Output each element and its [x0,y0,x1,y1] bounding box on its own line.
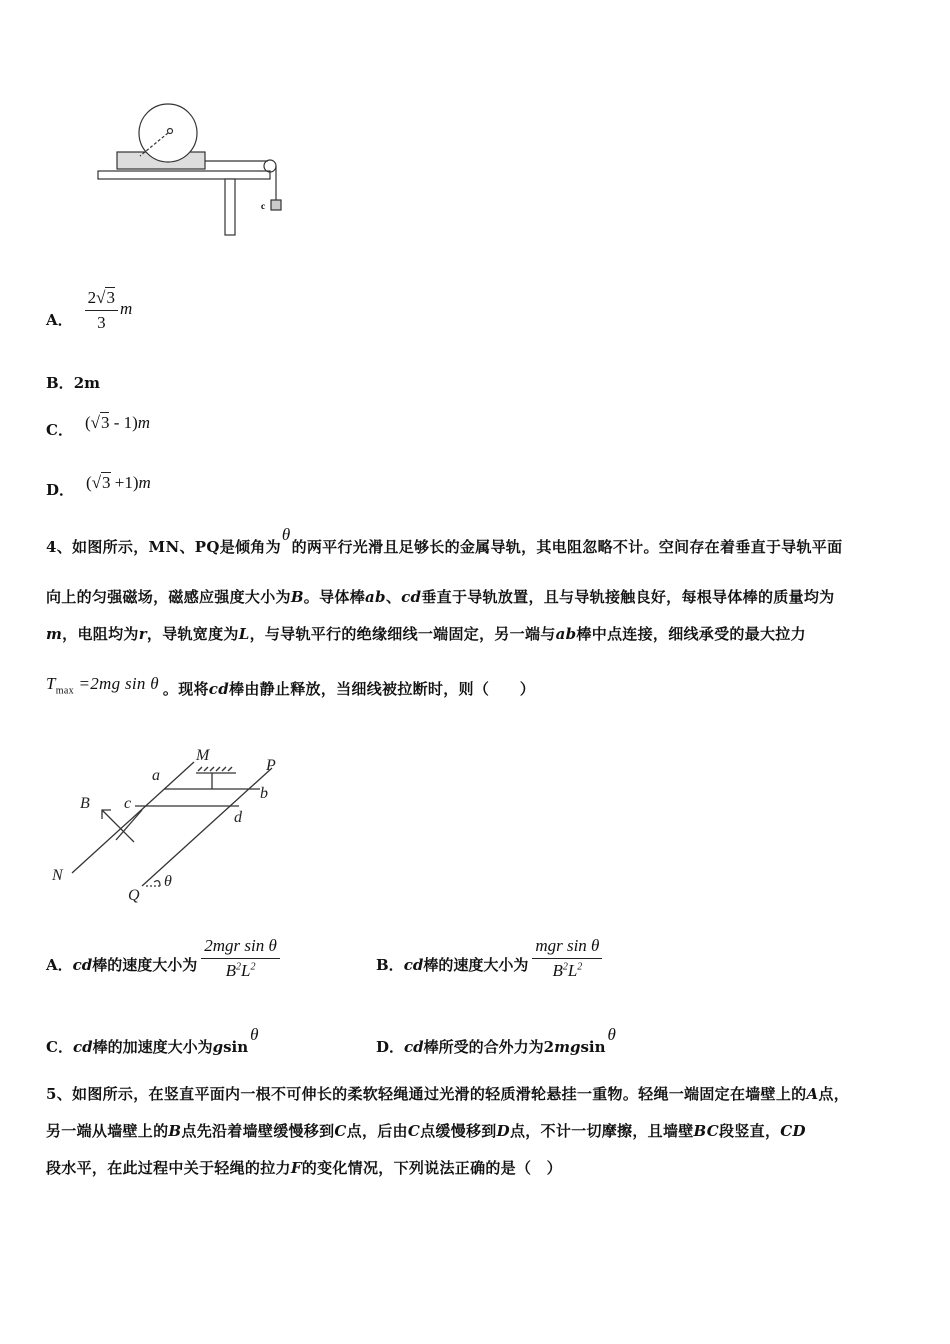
pulley [264,160,276,172]
hanging-mass [271,200,281,210]
label-a: a [152,767,160,784]
q5-stem-line3: 段水平，在此过程中关于轻绳的拉力F的变化情况，下列说法正确的是（ ） [46,1159,562,1177]
q3-option-d[interactable]: D． (√3 +1)m [46,472,151,499]
label-Q: Q [128,887,140,904]
label-P: P [266,757,276,774]
q4-stem-line2: 向上的匀强磁场，磁感应强度大小为B。导体棒ab、cd垂直于导轨放置，且与导轨接触良好，每根导体棒的质量均为 [46,588,835,606]
q4-option-b[interactable]: B． cd 棒的速度大小为 $\frac{\text{mgr sin θ}}{B^2L^2}$ [376,936,602,981]
label-N: N [52,867,63,884]
q5-stem-line1: 5、如图所示，在竖直平面内一根不可伸长的柔软轻绳通过光滑的轻质滑轮悬挂一重物。轻绳一端固定在墙壁上的A点， [46,1085,850,1103]
label-c: c [261,201,265,211]
q4-option-c[interactable]: C．cd棒的加速度大小为gsinθ [46,1025,259,1056]
q4-stem-line3: m，电阻均为r，导轨宽度为L，与导轨平行的绝缘细线一端固定，另一端与ab棒中点连接，细线承受的最大拉力 [46,625,806,643]
label-b: b [260,785,268,802]
rail-pq [142,768,272,886]
q4-option-a[interactable]: A． cd 棒的速度大小为 $\frac{\text{2mgr sin θ}}{B^2L^2}$ [46,936,280,981]
fraction: $\frac{\text{mgr sin θ}}{B^2L^2}$ [532,936,602,981]
q4-option-d[interactable]: D．cd棒所受的合外力为2mgsinθ [376,1025,616,1056]
q4-stem-line1: 4、如图所示，MN、PQ是倾角为θ的两平行光滑且足够长的金属导轨，其电阻忽略不计。空间存在着垂直于导轨平面 [46,525,843,556]
q3-option-a[interactable]: A． $\frac{2√3}{3}$ m [46,288,133,332]
table-leg [225,179,235,235]
label-B: B [80,795,90,812]
label-d: d [234,809,242,826]
label-c: c [124,795,132,812]
label-theta: θ [164,873,172,890]
label-M: M [196,747,210,764]
q5-stem-line2: 另一端从墙壁上的B点先沿着墙壁缓慢移到C点，后由C点缓慢移到D点，不计一切摩擦，且墙壁BC段竖直，CD [46,1122,806,1140]
tmax-formula: $T_{max} =2mg$ sin θ [46,674,159,697]
figure-rails [46,740,296,910]
q3-option-b[interactable]: B．2m [46,374,100,392]
fraction: $\frac{\text{2mgr sin θ}}{B^2L^2}$ [201,936,280,981]
figure-block-pulley [90,100,290,240]
rail-mn [72,762,194,873]
q4-stem-line4: $T_{max} =2mg$ sin θ 。现将 cd 棒由静止释放，当细线被拉断时，则（ ） [46,674,536,698]
q3-option-c[interactable]: C． (√3 - 1)m [46,412,151,439]
table-top [98,171,270,179]
fraction: $\frac{2√3}{3}$ [85,288,118,333]
